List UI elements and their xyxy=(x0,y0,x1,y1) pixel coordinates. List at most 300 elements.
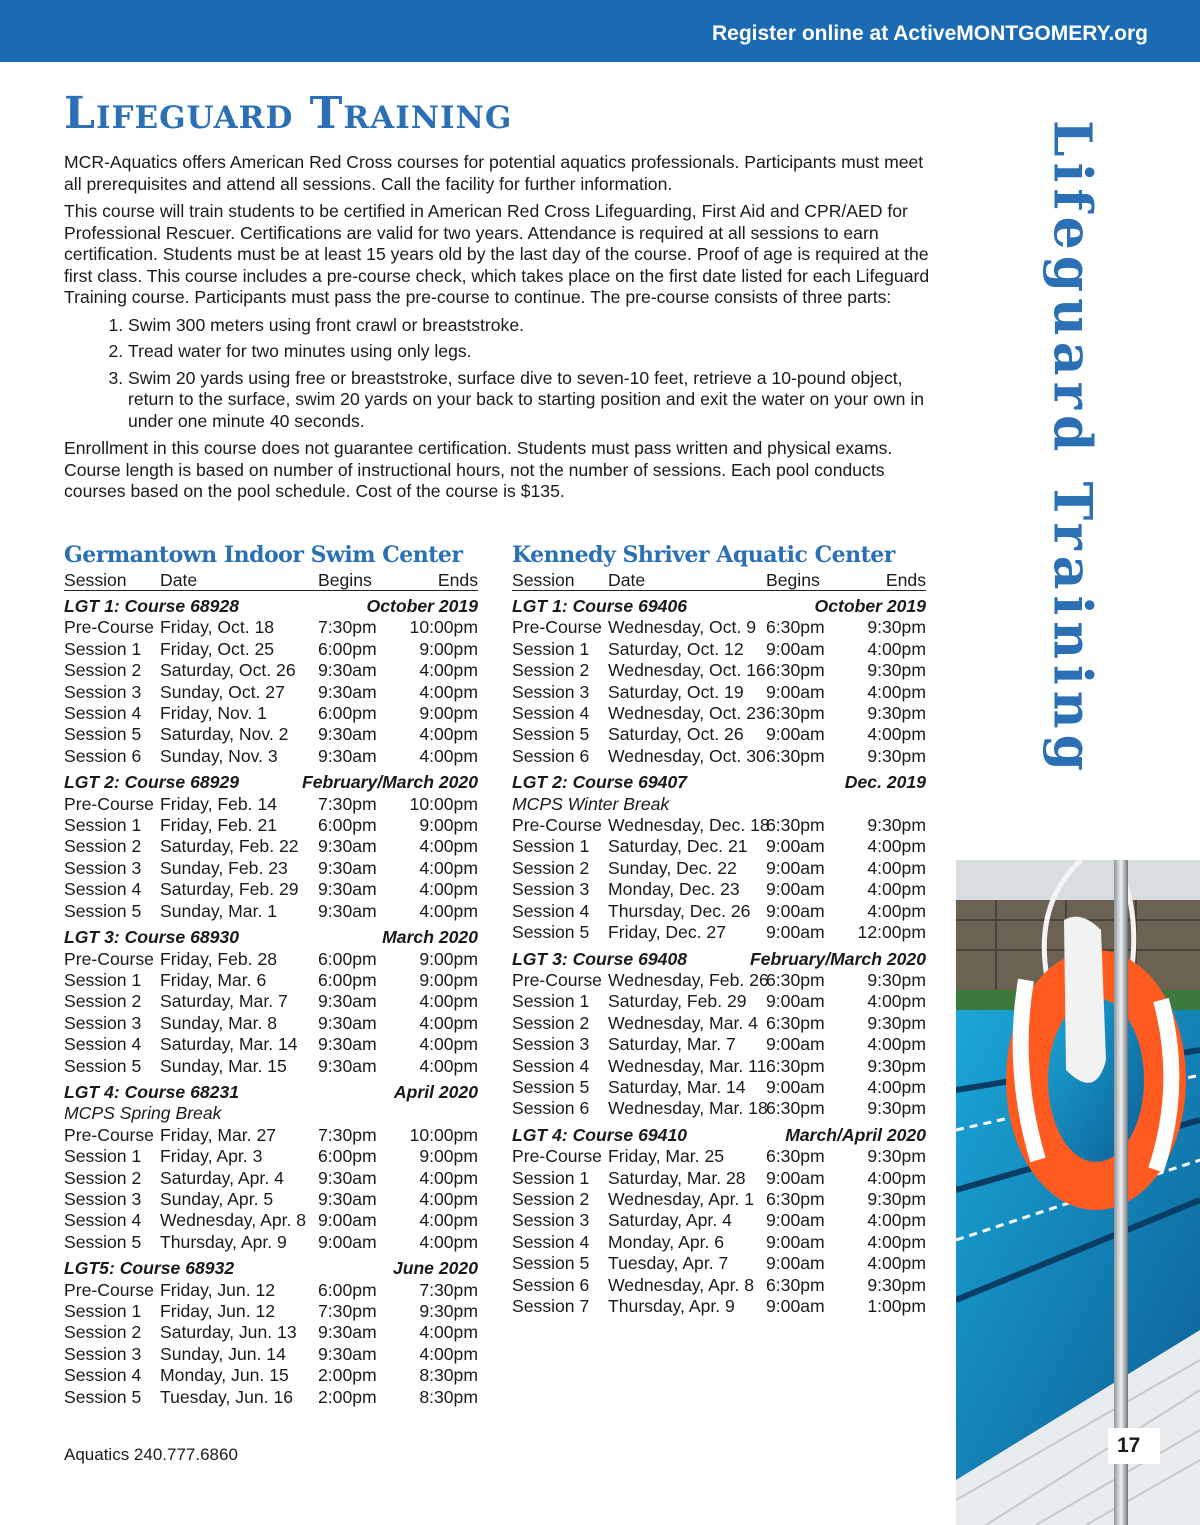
session-ends: 9:30pm xyxy=(867,660,926,681)
session-date: Friday, Oct. 25 xyxy=(160,638,275,659)
session-name: Session 4 xyxy=(64,1365,142,1386)
session-name: Pre-Course xyxy=(64,1279,154,1300)
session-row xyxy=(64,901,478,922)
session-ends: 9:00pm xyxy=(419,703,478,724)
session-name: Session 1 xyxy=(64,815,142,836)
session-begins: 6:30pm xyxy=(766,1098,825,1119)
session-begins: 7:30pm xyxy=(318,617,377,638)
session-ends: 4:00pm xyxy=(867,1210,926,1231)
session-date: Tuesday, Jun. 16 xyxy=(160,1386,294,1407)
session-date: Saturday, Mar. 14 xyxy=(608,1076,746,1097)
session-ends: 9:30pm xyxy=(419,1301,478,1321)
session-date: Monday, Dec. 23 xyxy=(608,879,740,900)
session-row xyxy=(64,682,478,703)
session-date: Saturday, Feb. 29 xyxy=(608,991,747,1012)
session-date: Saturday, Mar. 7 xyxy=(160,991,288,1012)
session-begins: 9:30am xyxy=(318,1343,377,1364)
session-row xyxy=(64,1301,478,1322)
session-row xyxy=(512,1232,926,1253)
precourse-list xyxy=(64,315,934,433)
session-date: Saturday, Jun. 13 xyxy=(160,1322,297,1343)
session-begins: 6:00pm xyxy=(318,969,377,990)
session-begins: 6:30pm xyxy=(766,1188,825,1209)
session-date: Friday, Mar. 6 xyxy=(160,969,267,990)
session-row xyxy=(512,617,926,638)
session-row xyxy=(512,1296,926,1317)
session-date: Monday, Jun. 15 xyxy=(160,1365,289,1386)
session-row xyxy=(64,1146,478,1167)
session-row xyxy=(64,1365,478,1386)
session-date: Sunday, Dec. 22 xyxy=(608,857,737,878)
session-begins: 9:30am xyxy=(318,1055,377,1076)
session-begins: 9:30am xyxy=(318,1188,377,1209)
session-name: Pre-Course xyxy=(512,1146,602,1167)
register-online-text: Register online at ActiveMONTGOMERY.org xyxy=(711,22,1148,45)
session-begins: 9:00am xyxy=(318,1210,377,1231)
session-begins: 7:30pm xyxy=(318,793,377,814)
course-header xyxy=(64,596,478,617)
session-date: Wednesday, Mar. 18 xyxy=(608,1098,768,1119)
session-name: Session 3 xyxy=(64,1012,142,1033)
session-row xyxy=(64,1125,478,1146)
session-name: Session 5 xyxy=(64,900,142,921)
session-ends: 10:00pm xyxy=(409,617,478,638)
session-date: Saturday, Oct. 12 xyxy=(608,638,744,659)
session-date: Wednesday, Apr. 8 xyxy=(160,1210,307,1231)
session-date: Friday, Feb. 28 xyxy=(160,948,278,969)
session-begins: 9:30am xyxy=(318,900,377,921)
session-name: Session 4 xyxy=(512,900,590,921)
session-date: Thursday, Apr. 9 xyxy=(160,1231,287,1252)
session-row xyxy=(64,660,478,681)
session-begins: 7:30pm xyxy=(318,1124,377,1145)
session-begins: 9:00am xyxy=(766,1210,825,1231)
session-name: Session 5 xyxy=(64,724,142,745)
session-name: Session 2 xyxy=(512,1012,590,1033)
course-period: February/March 2020 xyxy=(301,772,478,793)
session-row xyxy=(512,1210,926,1231)
session-begins: 9:00am xyxy=(766,724,825,745)
session-ends: 9:30pm xyxy=(867,1188,926,1209)
session-begins: 6:30pm xyxy=(766,745,825,766)
session-begins: 6:30pm xyxy=(766,1055,825,1076)
session-name: Session 4 xyxy=(64,703,142,724)
session-name: Session 3 xyxy=(64,1343,142,1364)
session-row xyxy=(512,639,926,660)
session-row xyxy=(64,949,478,970)
column-header-begins: Begins xyxy=(766,570,820,590)
session-name: Session 1 xyxy=(512,991,590,1012)
session-begins: 6:30pm xyxy=(766,1274,825,1295)
session-row xyxy=(64,1387,478,1408)
session-name: Session 6 xyxy=(64,745,142,766)
session-row xyxy=(512,970,926,991)
course-note: MCPS Spring Break xyxy=(64,1103,222,1124)
session-ends: 4:00pm xyxy=(419,1188,478,1209)
session-row xyxy=(512,1077,926,1098)
session-ends: 12:00pm xyxy=(857,922,926,943)
session-date: Sunday, Mar. 1 xyxy=(160,900,278,921)
session-row xyxy=(64,746,478,767)
session-row xyxy=(64,1189,478,1210)
session-name: Pre-Course xyxy=(512,815,602,836)
session-name: Session 2 xyxy=(64,660,142,681)
session-begins: 9:30am xyxy=(318,660,377,681)
kennedy-shriver-schedule xyxy=(512,540,926,1317)
session-ends: 7:30pm xyxy=(419,1279,478,1300)
session-ends: 9:30pm xyxy=(867,1055,926,1076)
session-name: Session 5 xyxy=(64,1386,142,1407)
session-ends: 4:00pm xyxy=(419,1055,478,1076)
session-name: Session 3 xyxy=(512,681,590,702)
session-begins: 9:00am xyxy=(766,857,825,878)
column-header-session: Session xyxy=(512,570,575,590)
session-date: Friday, Nov. 1 xyxy=(160,703,267,724)
session-begins: 9:00am xyxy=(766,1231,825,1252)
session-row xyxy=(512,1168,926,1189)
session-begins: 6:00pm xyxy=(318,638,377,659)
session-name: Session 2 xyxy=(512,660,590,681)
session-date: Sunday, Mar. 15 xyxy=(160,1055,287,1076)
course-header xyxy=(512,949,926,970)
session-begins: 9:30am xyxy=(318,991,377,1012)
course-label: LGT 2: Course 69407 xyxy=(512,772,688,793)
session-row xyxy=(512,1253,926,1274)
germantown-schedule xyxy=(64,540,478,1408)
session-ends: 10:00pm xyxy=(409,1124,478,1145)
session-name: Session 1 xyxy=(64,638,142,659)
session-name: Session 4 xyxy=(64,1034,142,1055)
precourse-item: 2. Tread water for two minutes using only legs. xyxy=(128,341,934,363)
session-date: Friday, Apr. 3 xyxy=(160,1146,263,1167)
session-name: Session 1 xyxy=(64,969,142,990)
session-row xyxy=(64,1280,478,1301)
session-begins: 9:30am xyxy=(318,1034,377,1055)
course-period: Dec. 2019 xyxy=(844,772,926,793)
course-label: LGT 1: Course 68928 xyxy=(64,596,240,616)
session-row xyxy=(512,1189,926,1210)
session-date: Sunday, Feb. 23 xyxy=(160,857,288,878)
session-ends: 4:00pm xyxy=(419,660,478,681)
session-ends: 9:30pm xyxy=(867,1098,926,1119)
session-ends: 9:00pm xyxy=(419,969,478,990)
session-ends: 4:00pm xyxy=(867,1253,926,1274)
session-begins: 9:00am xyxy=(766,638,825,659)
course-period: October 2019 xyxy=(814,596,926,616)
session-date: Thursday, Dec. 26 xyxy=(608,900,751,921)
course-header xyxy=(512,596,926,617)
session-row xyxy=(64,879,478,900)
session-date: Sunday, Mar. 8 xyxy=(160,1012,278,1033)
session-date: Friday, Feb. 21 xyxy=(160,815,278,836)
precourse-item: 3. Swim 20 yards using free or breaststroke, surface dive to seven-10 feet, retrieve a 10-pound object, return to the surface, swim 20 yards on your back to starting position and exit the water on your own in under one minute 40 seconds. xyxy=(128,368,934,433)
session-begins: 6:30pm xyxy=(766,815,825,836)
session-ends: 4:00pm xyxy=(419,1034,478,1055)
course-header xyxy=(64,1258,478,1279)
column-header-row xyxy=(64,570,478,591)
session-begins: 9:00am xyxy=(766,922,825,943)
session-date: Sunday, Jun. 14 xyxy=(160,1343,286,1364)
session-ends: 4:00pm xyxy=(419,1012,478,1033)
intro-paragraph: MCR-Aquatics offers American Red Cross courses for potential aquatics professionals. Participants must meet all prerequisites and attend all sessions. Call the facility for further information. xyxy=(64,152,924,194)
session-name: Session 2 xyxy=(512,1188,590,1209)
session-ends: 4:00pm xyxy=(867,638,926,659)
session-name: Pre-Course xyxy=(64,793,154,814)
course-header xyxy=(64,1082,478,1103)
session-ends: 9:30pm xyxy=(867,969,926,990)
session-date: Sunday, Apr. 5 xyxy=(160,1188,274,1209)
course-period: October 2019 xyxy=(366,596,478,616)
session-ends: 1:00pm xyxy=(867,1296,926,1316)
session-name: Session 6 xyxy=(512,1098,590,1119)
session-begins: 9:30am xyxy=(318,836,377,857)
session-ends: 9:00pm xyxy=(419,1146,478,1167)
session-ends: 9:30pm xyxy=(867,703,926,724)
course-period: April 2020 xyxy=(393,1081,478,1102)
session-date: Friday, Jun. 12 xyxy=(160,1279,276,1300)
venue-title: Germantown Indoor Swim Center xyxy=(64,542,463,568)
page-title: Lifeguard Training xyxy=(64,88,513,139)
session-date: Wednesday, Oct. 9 xyxy=(608,617,756,638)
session-row xyxy=(64,970,478,991)
lifebuoy-photo xyxy=(956,860,1200,1525)
session-name: Session 1 xyxy=(512,836,590,857)
session-row xyxy=(512,836,926,857)
session-date: Saturday, Oct. 26 xyxy=(608,724,744,745)
session-begins: 9:30am xyxy=(318,857,377,878)
session-name: Session 4 xyxy=(64,879,142,900)
course-header xyxy=(64,772,478,793)
side-title-banner xyxy=(1032,120,1112,860)
session-row xyxy=(512,1275,926,1296)
session-begins: 6:30pm xyxy=(766,703,825,724)
session-begins: 9:00am xyxy=(766,681,825,702)
session-date: Friday, Mar. 25 xyxy=(608,1146,725,1167)
course-label: LGT 3: Course 69408 xyxy=(512,948,688,969)
session-begins: 6:00pm xyxy=(318,1146,377,1167)
venue-title: Kennedy Shriver Aquatic Center xyxy=(512,542,895,568)
session-row xyxy=(64,1056,478,1077)
session-name: Session 2 xyxy=(64,1167,142,1188)
session-name: Session 5 xyxy=(512,724,590,745)
session-ends: 9:00pm xyxy=(419,638,478,659)
course-label: LGT 2: Course 68929 xyxy=(64,772,240,793)
session-date: Friday, Jun. 12 xyxy=(160,1301,276,1321)
precourse-item: 1. Swim 300 meters using front crawl or breaststroke. xyxy=(128,315,934,337)
session-date: Saturday, Feb. 22 xyxy=(160,836,299,857)
session-name: Pre-Course xyxy=(512,969,602,990)
session-name: Session 6 xyxy=(512,745,590,766)
session-ends: 4:00pm xyxy=(867,879,926,900)
column-header-date: Date xyxy=(160,570,198,590)
session-ends: 4:00pm xyxy=(419,857,478,878)
session-ends: 4:00pm xyxy=(419,1343,478,1364)
session-begins: 9:00am xyxy=(318,1231,377,1252)
session-begins: 6:00pm xyxy=(318,703,377,724)
session-row xyxy=(64,991,478,1012)
session-name: Session 3 xyxy=(512,1210,590,1231)
session-name: Pre-Course xyxy=(64,948,154,969)
session-name: Session 1 xyxy=(512,638,590,659)
session-begins: 9:00am xyxy=(766,1167,825,1188)
session-begins: 6:30pm xyxy=(766,1146,825,1167)
session-ends: 8:30pm xyxy=(419,1365,478,1386)
session-name: Session 2 xyxy=(64,836,142,857)
column-header-begins: Begins xyxy=(318,570,372,590)
session-ends: 9:30pm xyxy=(867,1012,926,1033)
page-number: 17 xyxy=(1117,1434,1141,1457)
session-row xyxy=(512,1098,926,1119)
column-header-ends: Ends xyxy=(437,570,478,590)
session-name: Session 5 xyxy=(512,1076,590,1097)
session-begins: 9:30am xyxy=(318,745,377,766)
session-name: Session 1 xyxy=(64,1301,142,1321)
session-begins: 2:00pm xyxy=(318,1386,377,1407)
session-begins: 9:00am xyxy=(766,879,825,900)
session-row xyxy=(512,879,926,900)
session-ends: 4:00pm xyxy=(867,991,926,1012)
session-date: Saturday, Feb. 29 xyxy=(160,879,299,900)
session-name: Session 5 xyxy=(64,1231,142,1252)
session-ends: 9:30pm xyxy=(867,617,926,638)
session-date: Wednesday, Oct. 30 xyxy=(608,745,766,766)
session-row xyxy=(64,639,478,660)
session-date: Wednesday, Apr. 1 xyxy=(608,1188,755,1209)
session-begins: 9:30am xyxy=(318,879,377,900)
session-name: Session 7 xyxy=(512,1296,590,1316)
session-ends: 4:00pm xyxy=(419,1322,478,1343)
session-ends: 4:00pm xyxy=(867,724,926,745)
session-name: Session 1 xyxy=(64,1146,142,1167)
course-label: LGT5: Course 68932 xyxy=(64,1258,235,1279)
session-name: Pre-Course xyxy=(512,617,602,638)
session-ends: 4:00pm xyxy=(867,1076,926,1097)
session-name: Pre-Course xyxy=(64,1124,154,1145)
session-begins: 9:00am xyxy=(766,991,825,1012)
session-row xyxy=(64,836,478,857)
intro-paragraph: This course will train students to be certified in American Red Cross Lifeguarding, First Aid and CPR/AED for Professional Rescuer. Certifications are valid for two years. Attendance is required at all sessions to earn certification. Students must be at least 15 years old by the last day of the course. Proof of age is required at the first class. This course includes a pre-course check, which takes place on the first date listed for each Lifeguard Training course. Participants must pass the pre-course to continue. The pre-course consists of three parts: xyxy=(64,201,930,307)
session-row xyxy=(64,858,478,879)
session-ends: 9:30pm xyxy=(867,815,926,836)
session-date: Saturday, Oct. 19 xyxy=(608,681,744,702)
session-row xyxy=(512,703,926,724)
session-row xyxy=(512,724,926,745)
session-row xyxy=(512,858,926,879)
session-ends: 4:00pm xyxy=(867,1167,926,1188)
session-ends: 4:00pm xyxy=(867,900,926,921)
session-date: Tuesday, Apr. 7 xyxy=(608,1253,729,1274)
session-begins: 6:30pm xyxy=(766,660,825,681)
session-row xyxy=(512,922,926,943)
session-name: Session 3 xyxy=(512,1034,590,1055)
session-begins: 9:30am xyxy=(318,681,377,702)
column-header-ends: Ends xyxy=(885,570,926,590)
session-ends: 10:00pm xyxy=(409,793,478,814)
session-begins: 6:30pm xyxy=(766,969,825,990)
session-begins: 9:00am xyxy=(766,1253,825,1274)
session-begins: 9:30am xyxy=(318,1167,377,1188)
column-header-date: Date xyxy=(608,570,646,590)
intro-paragraph: Enrollment in this course does not guarantee certification. Students must pass written and physical exams. Course length is based on number of instructional hours, not the number of sessions. Each pool conducts courses based on the pool schedule. Cost of the course is $135. xyxy=(64,438,893,501)
session-row xyxy=(512,991,926,1012)
course-period: June 2020 xyxy=(392,1258,478,1279)
course-period: March/April 2020 xyxy=(785,1124,926,1145)
session-name: Session 4 xyxy=(512,1231,590,1252)
session-ends: 8:30pm xyxy=(419,1386,478,1407)
session-row xyxy=(512,682,926,703)
session-ends: 9:30pm xyxy=(867,745,926,766)
session-name: Session 5 xyxy=(512,1253,590,1274)
session-begins: 6:30pm xyxy=(766,617,825,638)
session-begins: 9:00am xyxy=(766,1076,825,1097)
session-begins: 6:30pm xyxy=(766,1012,825,1033)
session-ends: 9:00pm xyxy=(419,948,478,969)
session-name: Session 3 xyxy=(64,681,142,702)
session-name: Session 3 xyxy=(64,1188,142,1209)
session-ends: 9:30pm xyxy=(867,1274,926,1295)
session-date: Thursday, Apr. 9 xyxy=(608,1296,735,1316)
session-date: Saturday, Apr. 4 xyxy=(160,1167,284,1188)
session-row xyxy=(512,746,926,767)
session-name: Session 1 xyxy=(512,1167,590,1188)
session-name: Session 3 xyxy=(512,879,590,900)
session-ends: 9:30pm xyxy=(867,1146,926,1167)
course-header xyxy=(512,772,926,793)
session-ends: 4:00pm xyxy=(419,879,478,900)
session-begins: 9:00am xyxy=(766,836,825,857)
course-period: March 2020 xyxy=(382,927,478,948)
session-row xyxy=(64,617,478,638)
session-name: Session 5 xyxy=(64,1055,142,1076)
session-name: Session 4 xyxy=(512,703,590,724)
session-date: Saturday, Mar. 28 xyxy=(608,1167,746,1188)
course-label: LGT 3: Course 68930 xyxy=(64,927,240,948)
session-name: Session 5 xyxy=(512,922,590,943)
session-name: Session 4 xyxy=(64,1210,142,1231)
session-ends: 9:00pm xyxy=(419,815,478,836)
session-begins: 9:30am xyxy=(318,724,377,745)
session-ends: 4:00pm xyxy=(867,836,926,857)
session-ends: 4:00pm xyxy=(867,1034,926,1055)
session-ends: 4:00pm xyxy=(419,991,478,1012)
session-date: Wednesday, Mar. 4 xyxy=(608,1012,758,1033)
session-date: Wednesday, Mar. 11 xyxy=(608,1055,767,1076)
session-row xyxy=(512,1056,926,1077)
session-date: Wednesday, Dec. 18 xyxy=(608,815,770,836)
session-begins: 7:30pm xyxy=(318,1301,377,1321)
session-date: Sunday, Nov. 3 xyxy=(160,745,278,766)
session-name: Session 6 xyxy=(512,1274,590,1295)
course-period: February/March 2020 xyxy=(749,948,926,969)
session-name: Session 4 xyxy=(512,1055,590,1076)
session-date: Saturday, Oct. 26 xyxy=(160,660,296,681)
session-date: Friday, Dec. 27 xyxy=(608,922,726,943)
session-row xyxy=(64,1344,478,1365)
session-ends: 4:00pm xyxy=(419,681,478,702)
session-name: Session 2 xyxy=(512,857,590,878)
session-date: Friday, Feb. 14 xyxy=(160,793,278,814)
course-label: LGT 4: Course 68231 xyxy=(64,1081,240,1102)
session-row xyxy=(64,1322,478,1343)
session-begins: 6:00pm xyxy=(318,1279,377,1300)
session-row xyxy=(64,815,478,836)
session-row xyxy=(64,724,478,745)
session-ends: 4:00pm xyxy=(419,724,478,745)
session-date: Wednesday, Feb. 26 xyxy=(608,969,769,990)
session-date: Wednesday, Apr. 8 xyxy=(608,1274,755,1295)
session-row xyxy=(64,1168,478,1189)
session-date: Wednesday, Oct. 16 xyxy=(608,660,766,681)
